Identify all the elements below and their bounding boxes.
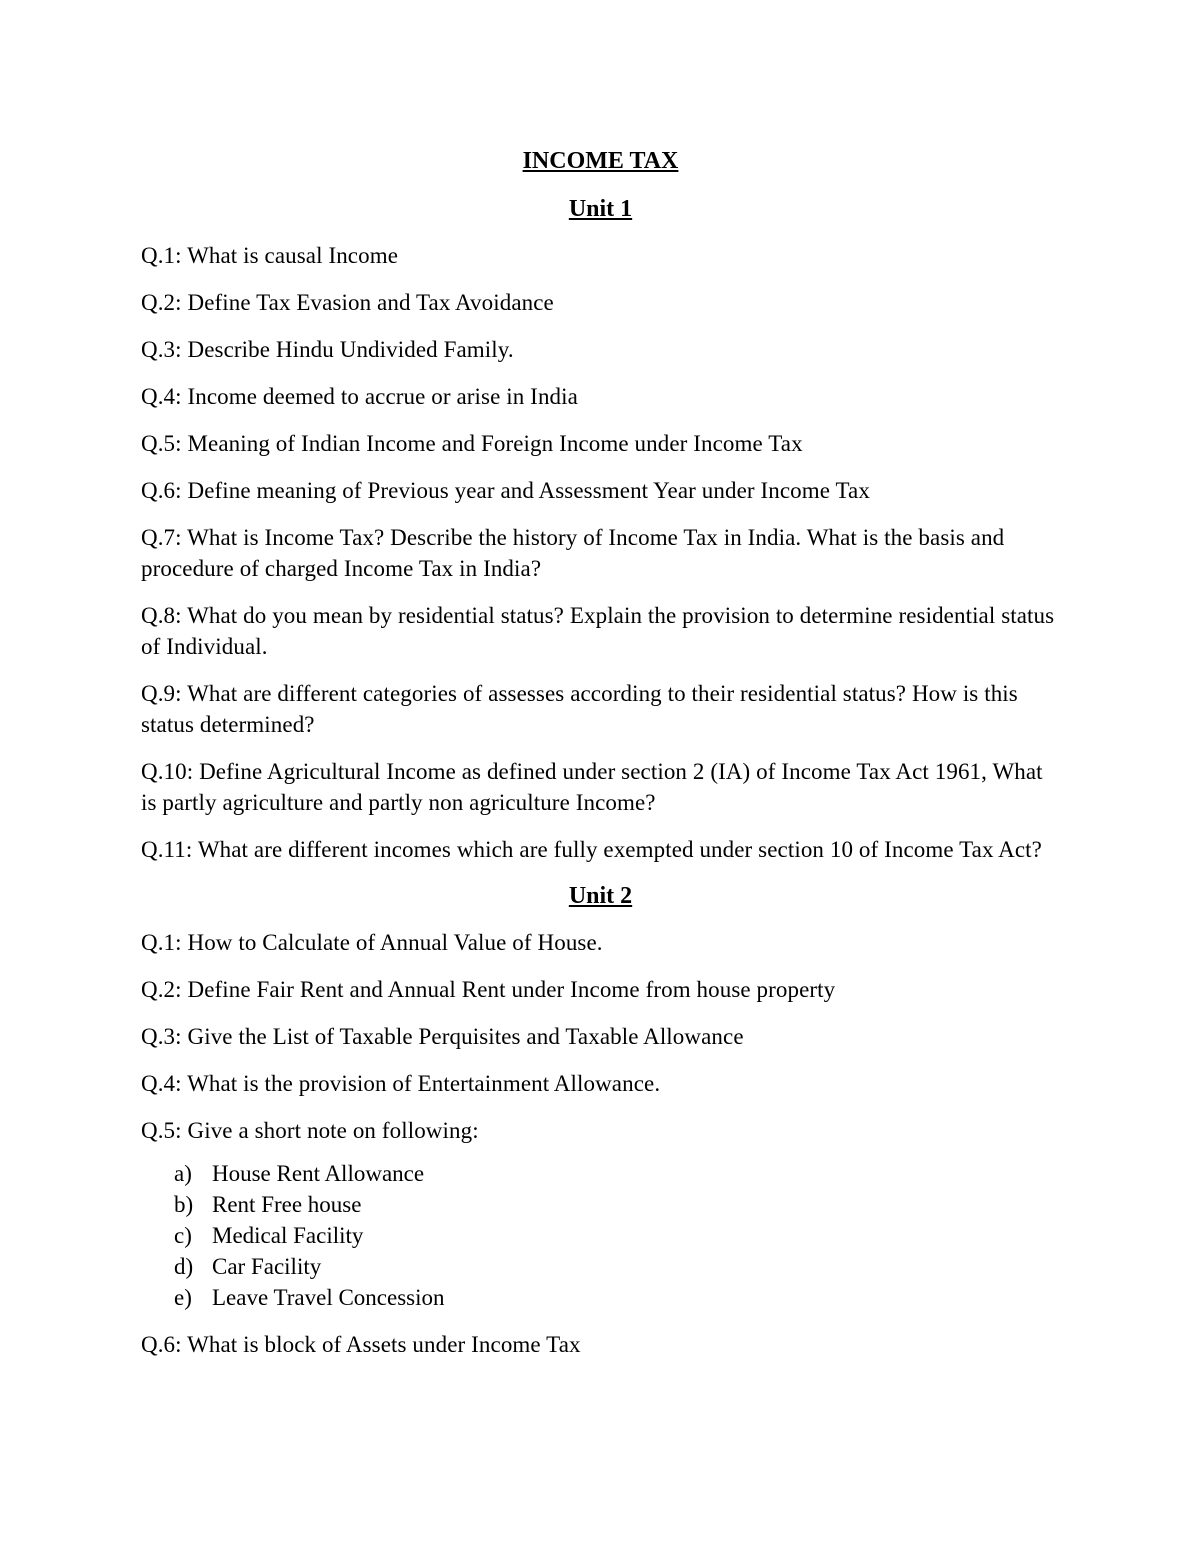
- list-item: [174, 1251, 1060, 1282]
- unit-2-question-1: Q.1: How to Calculate of Annual Value of House.: [141, 930, 603, 955]
- list-item: [174, 1282, 1060, 1313]
- unit-1-question-8: Q.8: What do you mean by residential status? Explain the provision to determine residential status of Individual.: [141, 603, 1055, 659]
- unit-2-question-2: Q.2: Define Fair Rent and Annual Rent under Income from house property: [141, 977, 836, 1002]
- unit-1-question-10: Q.10: Define Agricultural Income as defined under section 2 (IA) of Income Tax Act 1961, What is partly agriculture and partly non agriculture Income?: [141, 759, 1043, 815]
- unit-1-question-7: Q.7: What is Income Tax? Describe the history of Income Tax in India. What is the basis and procedure of charged Income Tax in India?: [141, 525, 1005, 581]
- list-item-text: Medical Facility: [212, 1223, 364, 1248]
- unit-1-question-2: Q.2: Define Tax Evasion and Tax Avoidance: [141, 290, 554, 315]
- list-marker: c): [174, 1223, 192, 1248]
- list-item-text: House Rent Allowance: [212, 1161, 425, 1186]
- document-title: INCOME TAX: [522, 148, 679, 174]
- unit-1-question-1: Q.1: What is causal Income: [141, 243, 399, 268]
- short-note-list: [141, 1158, 1060, 1313]
- unit-1-heading: Unit 1: [568, 196, 633, 222]
- list-item: [174, 1158, 1060, 1189]
- list-item-text: Rent Free house: [212, 1192, 362, 1217]
- list-marker: e): [174, 1285, 192, 1310]
- unit-1-question-9: Q.9: What are different categories of assesses according to their residential status? How is this status determined?: [141, 681, 1018, 737]
- unit-1-question-5: Q.5: Meaning of Indian Income and Foreign Income under Income Tax: [141, 431, 803, 456]
- unit-2-heading: Unit 2: [568, 883, 633, 909]
- list-marker: b): [174, 1192, 194, 1217]
- list-item: [174, 1189, 1060, 1220]
- unit-2-question-3: Q.3: Give the List of Taxable Perquisites and Taxable Allowance: [141, 1024, 744, 1049]
- list-marker: d): [174, 1254, 194, 1279]
- unit-2-question-5: Q.5: Give a short note on following:: [141, 1118, 479, 1143]
- list-item-text: Car Facility: [212, 1254, 322, 1279]
- unit-1-question-11: Q.11: What are different incomes which are fully exempted under section 10 of Income Tax Act?: [141, 837, 1042, 862]
- unit-1-question-6: Q.6: Define meaning of Previous year and Assessment Year under Income Tax: [141, 478, 870, 503]
- unit-1-question-4: Q.4: Income deemed to accrue or arise in India: [141, 384, 578, 409]
- list-item-text: Leave Travel Concession: [212, 1285, 445, 1310]
- list-item: [174, 1220, 1060, 1251]
- list-marker: a): [174, 1161, 192, 1186]
- unit-2-question-6: Q.6: What is block of Assets under Income Tax: [141, 1332, 581, 1357]
- unit-2-question-4: Q.4: What is the provision of Entertainment Allowance.: [141, 1071, 661, 1096]
- unit-1-question-3: Q.3: Describe Hindu Undivided Family.: [141, 337, 514, 362]
